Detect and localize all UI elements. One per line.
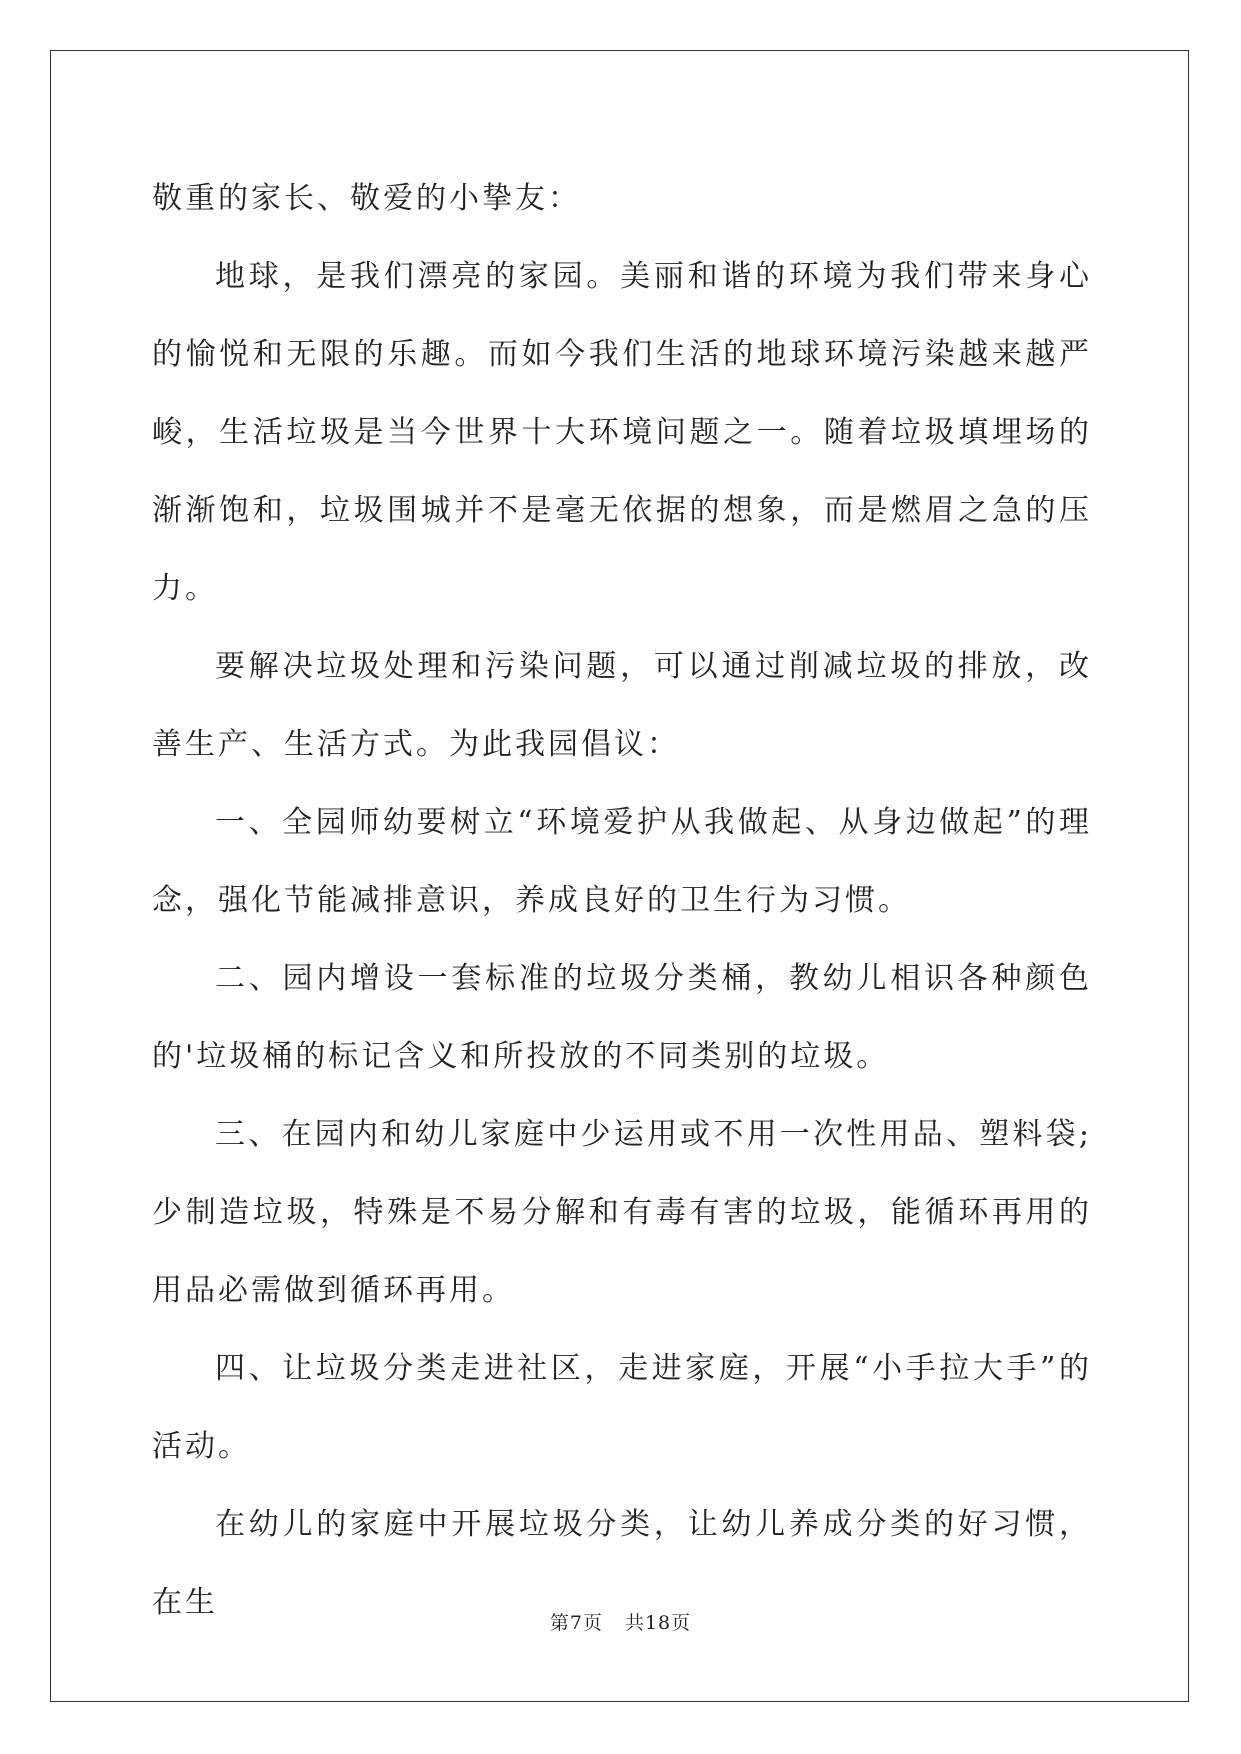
paragraph: 三、在园内和幼儿家庭中少运用或不用一次性用品、塑料袋;少制造垃圾，特殊是不易分解和有毒有害的垃圾，能循环再用的用品必需做到循环再用。 bbox=[152, 1117, 1092, 1308]
paragraph: 一、全园师幼要树立“环境爱护从我做起、从身边做起”的理念，强化节能减排意识，养成良好的卫生行为习惯。 bbox=[152, 805, 1092, 918]
paragraph: 要解决垃圾处理和污染问题，可以通过削减垃圾的排放，改善生产、生活方式。为此我园倡议： bbox=[152, 649, 1092, 762]
paragraph: 地球，是我们漂亮的家园。美丽和谐的环境为我们带来身心的愉悦和无限的乐趣。而如今我们生活的地球环境污染越来越严峻，生活垃圾是当今世界十大环境问题之一。随着垃圾填埋场的渐渐饱和，垃圾围城并不是毫无依据的想象，而是燃眉之急的压力。 bbox=[152, 259, 1092, 606]
page-number-current: 第7页 bbox=[549, 1612, 603, 1634]
paragraph: 二、园内增设一套标准的垃圾分类桶，教幼儿相识各种颜色的'垃圾桶的标记含义和所投放的不同类别的垃圾。 bbox=[152, 961, 1092, 1074]
salutation: 敬重的家长、敬爱的小挚友： bbox=[152, 181, 581, 216]
page-number-total: 共18页 bbox=[624, 1612, 692, 1634]
document-body bbox=[152, 160, 1092, 1642]
page-footer bbox=[0, 1608, 1241, 1635]
paragraph: 四、让垃圾分类走进社区，走进家庭，开展“小手拉大手”的活动。 bbox=[152, 1351, 1092, 1464]
paragraph: 在幼儿的家庭中开展垃圾分类，让幼儿养成分类的好习惯，在生 bbox=[152, 1507, 1092, 1620]
